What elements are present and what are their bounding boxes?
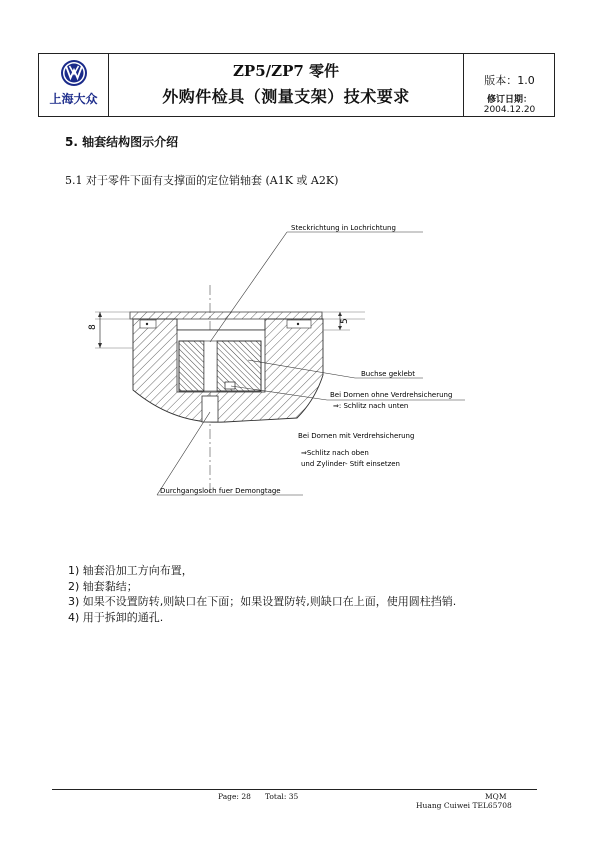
doc-title-line1: ZP5/ZP7 零件 <box>232 62 340 80</box>
callout-lock-line3: und Zylinder- Stift einsetzen <box>301 460 400 468</box>
document-header <box>38 53 555 117</box>
footer-rule <box>52 789 537 790</box>
version-label: 版本：1.0 <box>484 74 535 87</box>
doc-title-line2: 外购件检具（测量支架）技术要求 <box>162 87 410 106</box>
note-item: 3) 如果不设置防转,则缺口在下面；如果设置防转,则缺口在上面，使用圆柱挡销. <box>68 595 457 608</box>
revision-label: 修订日期： <box>486 95 532 105</box>
callout-no-lock-line1: Bei Dornen ohne Verdrehsicherung <box>330 391 453 399</box>
callout-no-lock-line2: ⇒: Schlitz nach unten <box>333 402 409 410</box>
footer-dept: MQM <box>485 792 507 801</box>
dim-left-label: 8 <box>88 324 98 330</box>
footer-total: Total: 35 <box>265 792 299 801</box>
footer-page: Page: 28 <box>218 792 251 801</box>
logo-cell <box>39 54 109 116</box>
note-item: 4) 用于拆卸的通孔. <box>68 610 164 624</box>
note-item: 2) 轴套黏结； <box>68 579 138 593</box>
revision-value: 2004.12.20 <box>483 105 536 115</box>
notes-list <box>68 563 456 625</box>
brand-name: 上海大众 <box>49 92 98 106</box>
vw-logo-icon <box>60 59 88 87</box>
bushing-cross-section-drawing <box>65 190 477 530</box>
dim-right-label: 5 <box>340 318 350 324</box>
footer-author: Huang Cuiwei TEL65708 <box>416 801 512 810</box>
subsection-heading: 5.1 对于零件下面有支撑面的定位销轴套 (A1K 或 A2K) <box>65 174 339 187</box>
callout-lock-line1: Bei Dornen mit Verdrehsicherung <box>298 432 415 440</box>
callout-through-hole: Durchgangsloch fuer Demongtage <box>160 487 281 495</box>
section-heading: 5. 轴套结构图示介绍 <box>65 135 179 149</box>
callout-lock-line2: ⇒Schlitz nach oben <box>301 449 369 457</box>
callout-bushing-glued: Buchse geklebt <box>361 370 415 378</box>
callout-insertion-direction: Steckrichtung in Lochrichtung <box>291 224 396 232</box>
note-item: 1) 轴套沿加工方向布置， <box>68 564 193 577</box>
revision-date <box>464 92 555 115</box>
version-cell <box>463 54 555 116</box>
